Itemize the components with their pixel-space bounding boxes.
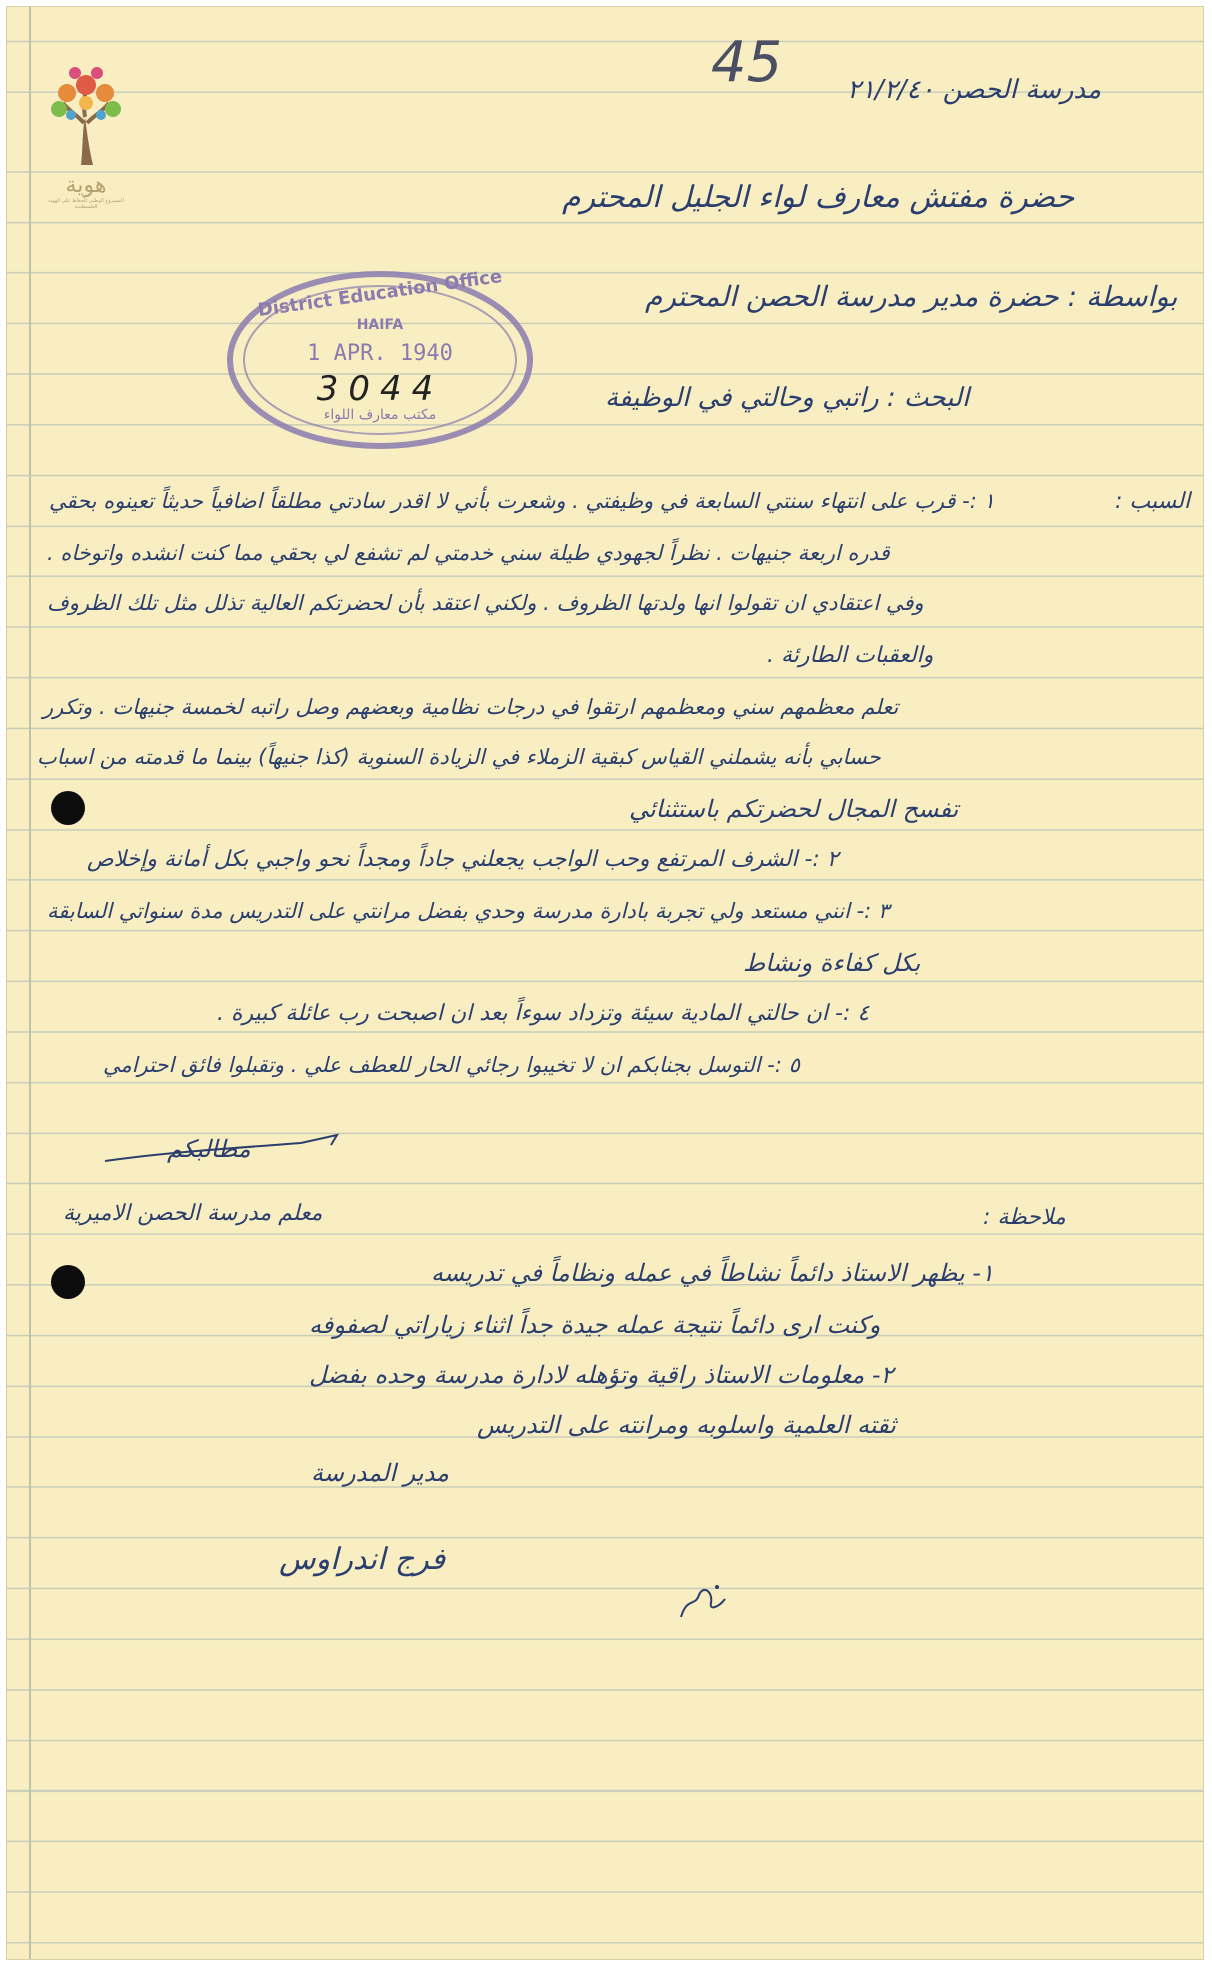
tree-logo <box>41 53 131 213</box>
item-line: ٤ :- ان حالتي المادية سيئة وتزداد سوءاً بعد ان اصبحت رب عائلة كبيرة . <box>217 1001 870 1026</box>
item-line: ٣ :- انني مستعد ولي تجربة بادارة مدرسة وحدي بفضل مرانتي على التدريس مدة سنواتي السابقة <box>47 899 890 923</box>
item-line: بكل كفاءة ونشاط <box>743 949 921 977</box>
logo-subtitle: المشروع الوطني للحفاظ على الهوية الفلسطينية <box>48 198 124 210</box>
margin-line <box>29 7 31 1959</box>
punch-hole <box>51 1265 85 1299</box>
place-date-line: مدرسة الحصن ٢١/٢/٤٠ <box>847 75 1101 105</box>
addressee-line: حضرة مفتش معارف لواء الجليل المحترم <box>562 180 1075 215</box>
document-page <box>6 6 1204 1960</box>
note-line: ثقته العلمية واسلوبه ومرانته على التدريس <box>477 1411 896 1439</box>
item-line: ٥ :- التوسل بجنابكم ان لا تخيبوا رجائي الحار للعطف علي . وتقبلوا فائق احترامي <box>103 1053 800 1077</box>
subject-line: البحث : راتبي وحالتي في الوظيفة <box>605 383 970 413</box>
stamp-arabic: مكتب معارف اللواء <box>323 407 437 423</box>
initials-icon <box>673 1577 733 1627</box>
note-line: وكنت ارى دائماً نتيجة عمله جيدة جداً اثناء زياراتي لصفوفه <box>309 1311 881 1339</box>
logo-title: هوية <box>65 173 107 198</box>
notes-label: ملاحظة : <box>983 1205 1066 1230</box>
stamp-office: District Education Office <box>256 265 504 322</box>
official-stamp <box>223 265 537 455</box>
via-line: بواسطة : حضرة مدير مدرسة الحصن المحترم <box>645 280 1178 313</box>
signature-name: معلم مدرسة الحصن الاميرية <box>63 1201 323 1226</box>
paragraph-2-line: تعلم معظمهم سني ومعظمهم ارتقوا في درجات نظامية وبعضهم وصل راتبه لخمسة جنيهات . وتكرر <box>43 695 899 719</box>
stamp-number: 3044 <box>316 369 444 409</box>
reason-label: السبب : <box>1115 489 1191 514</box>
director-label: مدير المدرسة <box>311 1459 450 1487</box>
tree-logo-icon <box>41 53 131 171</box>
logo-caption <box>41 173 131 210</box>
signature-label: مطالبكم <box>167 1135 251 1163</box>
paragraph-2-line: حسابي بأنه يشملني القياس كبقية الزملاء في الزيادة السنوية (كذا جنيهاً) بينما ما قدمته من اسباب <box>37 745 881 769</box>
paragraph-1-line: وفي اعتقادي ان تقولوا انها ولدتها الظروف . ولكني اعتقد بأن لحضرتكم العالية تذلل مثل تلك الظروف <box>47 591 924 615</box>
paragraph-1-line: والعقبات الطارئة . <box>767 643 934 668</box>
punch-hole <box>51 791 85 825</box>
item-line: ٢ :- الشرف المرتفع وحب الواجب يجعلني جاداً ومجداً نحو واجبي بكل أمانة وإخلاص <box>87 847 839 872</box>
page-number: 45 <box>711 30 783 95</box>
paragraph-2-line: تفسح المجال لحضرتكم باستثنائي <box>629 795 959 823</box>
stamp-date: 1 APR. 1940 <box>307 341 453 366</box>
note-line: ٢- معلومات الاستاذ راقية وتؤهله لادارة مدرسة وحده بفضل <box>309 1361 894 1389</box>
note-line: ١- يظهر الاستاذ دائماً نشاطاً في عمله ونظاماً في تدريسه <box>431 1259 994 1287</box>
stamp-city: HAIFA <box>356 317 404 333</box>
director-name: فرج اندراوس <box>279 1542 446 1577</box>
signature-stroke-icon <box>101 1131 341 1171</box>
paragraph-1-line: ١ :- قرب على انتهاء سنتي السابعة في وظيفتي . وشعرت بأني لا اقدر سادتي مطلقاً اضافياً حديثاً تعينوه بحقي <box>49 489 995 513</box>
paragraph-1-line: قدره اربعة جنيهات . نظراً لجهودي طيلة سني خدمتي لم تشفع لي بحقي مما كنت انشده واتوخاه . <box>47 541 890 565</box>
